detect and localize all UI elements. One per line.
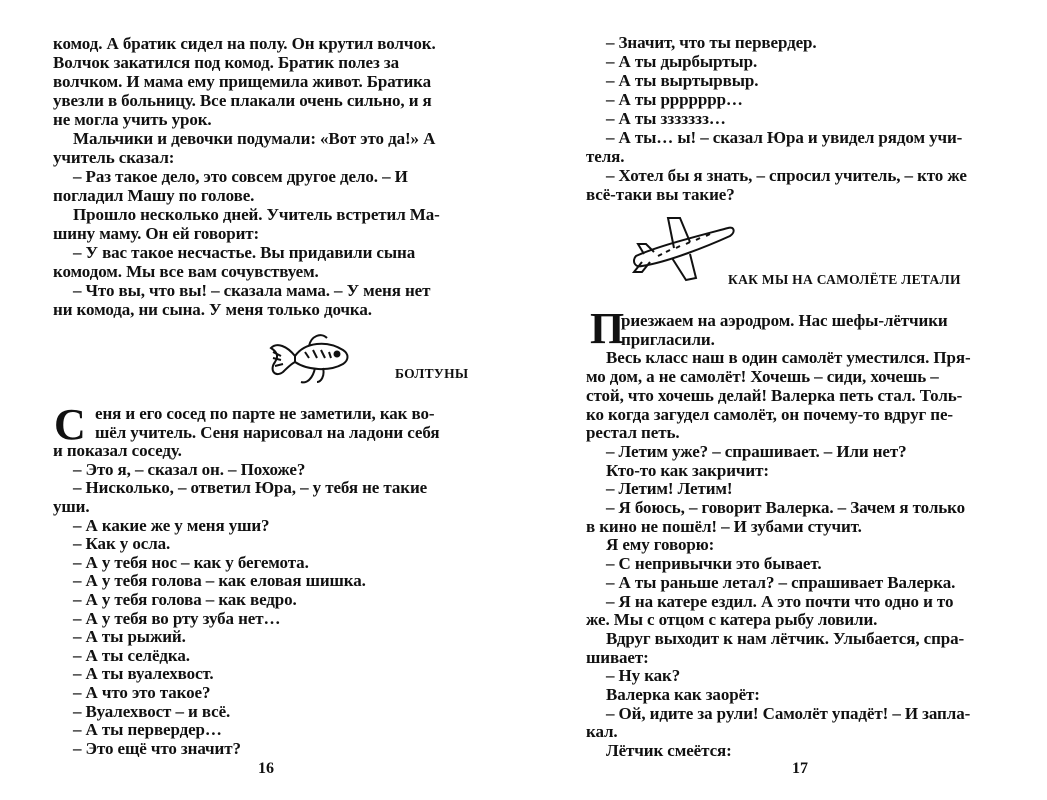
text-line: – Что вы, что вы! – сказала мама. – У меня нет	[73, 281, 431, 300]
text-line: – А у тебя нос – как у бегемота.	[73, 552, 309, 572]
text-line: комод. А братик сидел на полу. Он крутил волчок.	[53, 34, 436, 53]
text-line: – А ты первердер…	[73, 720, 222, 740]
dropcap-p: П	[590, 304, 625, 353]
text-line: Вдруг выходит к нам лётчик. Улыбается, спра-	[606, 628, 965, 648]
text-line: ко когда загудел самолёт, он почему-то вдруг пе-	[586, 404, 953, 424]
text-line: Мальчики и девочки подумали: «Вот это да!» А	[73, 129, 436, 148]
right-page	[523, 0, 1047, 800]
text-line: – Раз такое дело, это совсем другое дело. – И	[73, 167, 408, 186]
text-line: стой, что хочешь делай! Валерка петь стал. Толь-	[586, 385, 963, 405]
text-line: – У вас такое несчастье. Вы придавили сына	[73, 243, 416, 262]
text-line: учитель сказал:	[53, 148, 175, 167]
section-title-samolet: КАК МЫ НА САМОЛЁТЕ ЛЕТАЛИ	[728, 272, 961, 287]
text-line: – Это я, – сказал он. – Похоже?	[73, 459, 306, 479]
text-line: риезжаем на аэродром. Нас шефы-лётчики	[621, 311, 948, 330]
text-line: Кто-то как закричит:	[606, 460, 769, 480]
text-line: – Это ещё что значит?	[73, 738, 241, 758]
text-line: – Хотел бы я знать, – спросил учитель, – кто же	[606, 166, 967, 185]
text-line: волчком. И мама ему прищемила живот. Братика	[53, 72, 431, 91]
goldfish-illustration	[265, 328, 355, 390]
text-line: – А ты ззззззз…	[606, 109, 726, 128]
text-line: – Значит, что ты первердер.	[606, 33, 817, 52]
text-line: – Летим! Летим!	[606, 479, 733, 499]
text-line: Лётчик смеётся:	[606, 741, 732, 761]
text-line: Прошло несколько дней. Учитель встретил Ма-	[73, 205, 440, 224]
text-line: – А ты… ы! – сказал Юра и увидел рядом учи-	[606, 128, 963, 147]
text-line: – Вуалехвост – и всё.	[73, 701, 231, 721]
page-number-left: 16	[258, 760, 274, 777]
text-line: – А ты дырбыртыр.	[606, 52, 758, 71]
text-line: Весь класс наш в один самолёт уместился. Пря-	[606, 348, 971, 368]
text-line: ни комода, ни сына. У меня только дочка.	[53, 300, 372, 319]
text-line: – А какие же у меня уши?	[73, 515, 270, 535]
text-line: рестал петь.	[586, 423, 680, 443]
page-number-right: 17	[792, 760, 808, 777]
text-line: – А у тебя голова – как еловая шишка.	[73, 571, 366, 591]
text-line: всё-таки вы такие?	[586, 185, 735, 204]
text-line: – Ой, идите за рули! Самолёт упадёт! – И запла-	[606, 703, 971, 723]
text-line: уши.	[53, 497, 90, 516]
text-line: и показал соседу.	[53, 441, 182, 461]
text-line: мо дом, а не самолёт! Хочешь – сиди, хочешь –	[586, 367, 939, 387]
text-line: пригласили.	[621, 329, 715, 349]
text-line: – А ты селёдка.	[73, 645, 190, 665]
section-title-boltuny: БОЛТУНЫ	[395, 366, 469, 381]
text-line: – А у тебя во рту зуба нет…	[73, 608, 281, 628]
text-line: – А ты вуалехвост.	[73, 664, 214, 684]
text-line: – Ну как?	[606, 666, 681, 686]
text-line: в кино не пошёл! – И зубами стучит.	[586, 516, 862, 536]
text-line: – Летим уже? – спрашивает. – Или нет?	[606, 441, 907, 461]
text-line: теля.	[586, 147, 625, 166]
text-line: – Нисколько, – ответил Юра, – у тебя не такие	[73, 478, 428, 498]
text-line: еня и его сосед по парте не заметили, как во-	[95, 404, 435, 423]
text-line: – А что это такое?	[73, 683, 211, 702]
left-page	[0, 0, 523, 800]
airplane-illustration	[628, 214, 738, 284]
text-line: погладил Машу по голове.	[53, 186, 255, 205]
text-line: же. Мы с отцом с катера рыбу ловили.	[586, 610, 878, 630]
text-line: увезли в больницу. Все плакали очень сильно, и я	[53, 91, 432, 110]
text-line: – А ты рыжий.	[73, 627, 186, 647]
text-line: шёл учитель. Сеня нарисовал на ладони себя	[95, 422, 440, 442]
text-line: не могла учить урок.	[53, 110, 212, 129]
text-line: – А у тебя голова – как ведро.	[73, 590, 297, 609]
text-line: – С непривычки это бывает.	[606, 554, 822, 574]
text-line: шину маму. Он ей говорит:	[53, 224, 260, 243]
text-line: – А ты выртырвыр.	[606, 71, 759, 90]
text-line: Я ему говорю:	[606, 535, 715, 555]
text-line: Валерка как заорёт:	[606, 685, 760, 704]
text-line: – Я на катере ездил. А это почти что одно и то	[606, 591, 954, 611]
text-line: – Я боюсь, – говорит Валерка. – Зачем я только	[606, 498, 966, 517]
dropcap-s: С	[54, 400, 86, 449]
text-line: – Как у осла.	[73, 534, 171, 554]
text-line: Волчок закатился под комод. Братик полез за	[53, 53, 399, 72]
text-line: шивает:	[586, 647, 649, 667]
text-line: – А ты раньше летал? – спрашивает Валерка.	[606, 572, 956, 592]
text-line: кал.	[586, 722, 618, 742]
text-line: – А ты ррррррр…	[606, 90, 743, 109]
text-line: комодом. Мы все вам сочувствуем.	[53, 262, 319, 281]
